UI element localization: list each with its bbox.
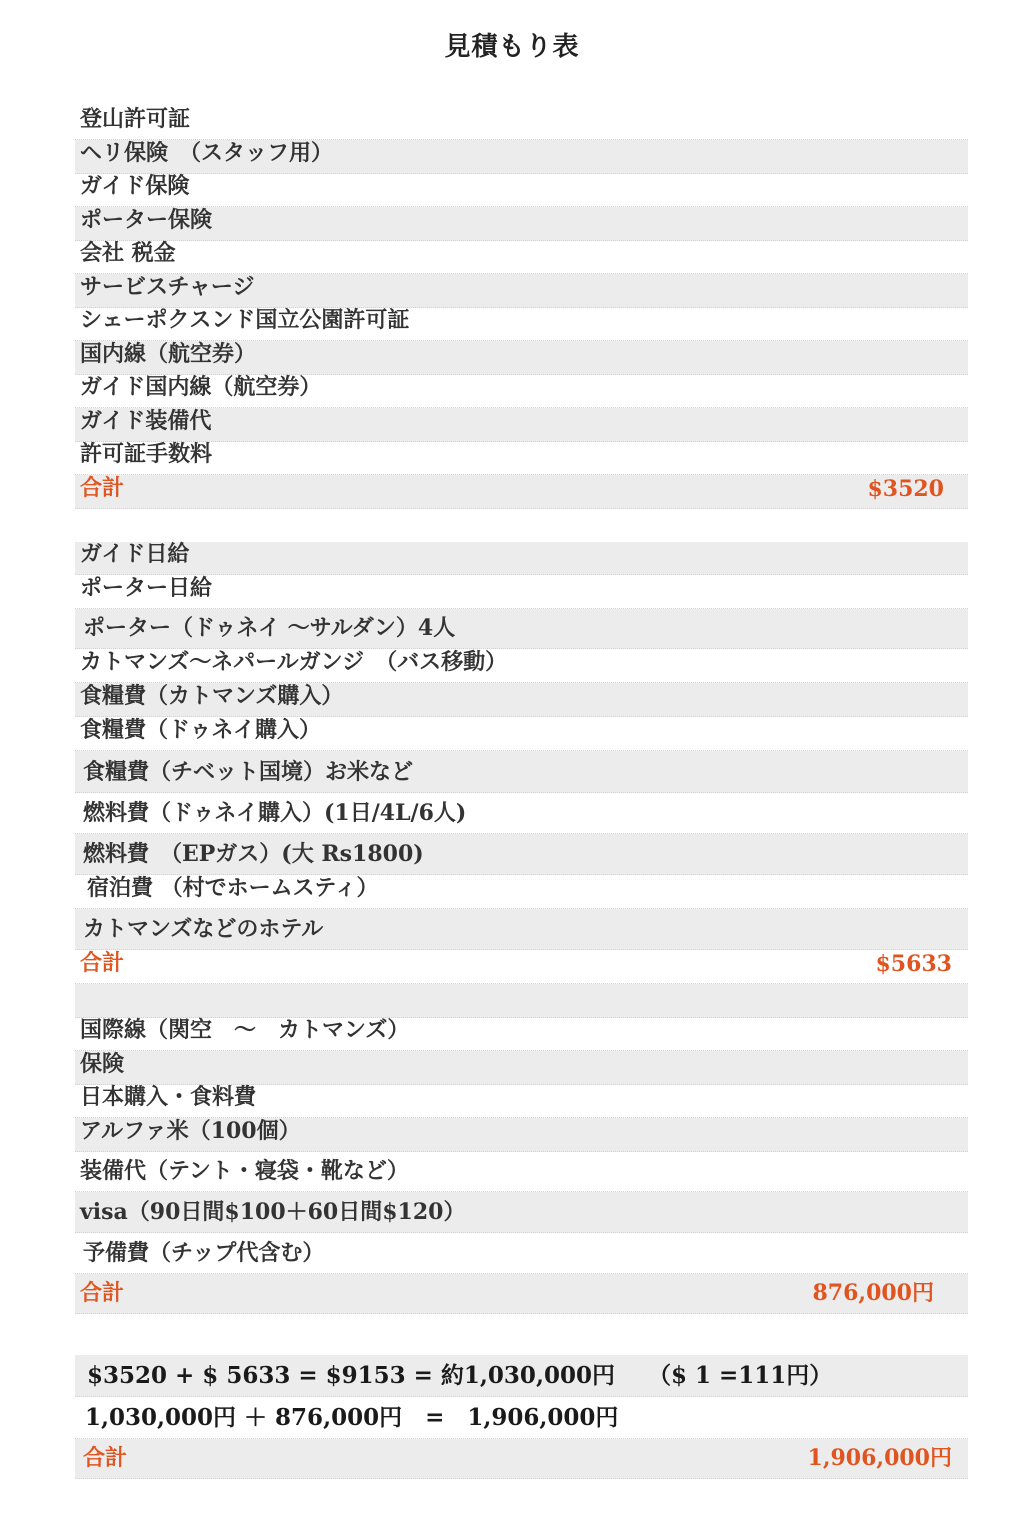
exchange-rate: （$ 1 =111円） <box>648 1362 833 1389</box>
table-row <box>75 609 968 649</box>
item-label: ヘリ保険 （スタッフ用） <box>80 140 334 166</box>
item-label: 食糧費（カトマンズ購入） <box>80 683 344 709</box>
grand-total-amount: 1,906,000円 <box>807 1445 952 1471</box>
item-label: 燃料費 （EPガス）(大 Rs1800) <box>83 841 424 867</box>
item-label: 国内線（航空券） <box>80 341 257 367</box>
item-label: ポーター日給 <box>80 575 213 601</box>
table-row <box>75 442 968 475</box>
item-label: カトマンズ～ネパールガンジ （バス移動） <box>80 649 508 675</box>
summary-calculation: 1,030,000円 ＋ 876,000円 = 1,906,000円 <box>85 1404 619 1431</box>
table-row <box>75 683 968 717</box>
table-row <box>75 1118 968 1152</box>
table-row <box>75 1233 968 1274</box>
item-label: 食糧費（チベット国境）お米など <box>83 759 414 785</box>
table-row <box>75 575 968 609</box>
summary-row <box>75 1355 968 1397</box>
item-label: 国際線（関空 ～ カトマンズ） <box>80 1017 410 1043</box>
table-row <box>75 1192 968 1233</box>
estimate-summary <box>75 1355 968 1479</box>
total-label: 合計 <box>80 475 125 501</box>
table-row <box>75 793 968 834</box>
item-label: シェーポクスンド国立公園許可証 <box>80 307 410 333</box>
item-label: 許可証手数料 <box>80 441 213 467</box>
item-label: カトマンズなどのホテル <box>83 916 324 942</box>
item-label: ガイド保険 <box>80 173 190 199</box>
table-row <box>75 751 968 793</box>
item-label: サービスチャージ <box>80 274 255 300</box>
item-label: ガイド日給 <box>80 541 190 567</box>
item-label: ガイド国内線（航空券） <box>80 374 322 400</box>
total-label: 合計 <box>83 1445 128 1471</box>
total-amount: $5633 <box>875 951 952 977</box>
summary-calculation: $3520 + $ 5633 = $9153 = 約1,030,000円 <box>87 1362 615 1389</box>
table-row <box>75 717 968 751</box>
grand-total-row <box>75 1439 968 1479</box>
item-label: 会社 税金 <box>80 240 176 266</box>
table-row <box>75 649 968 683</box>
item-label: 登山許可証 <box>80 106 191 132</box>
estimate-section-permits <box>75 108 968 509</box>
item-label: ポーター保険 <box>80 207 213 233</box>
total-row <box>75 475 968 509</box>
item-label: ポーター（ドゥネイ ～サルダン）4人 <box>83 615 456 641</box>
table-row <box>75 140 968 174</box>
page-title: 見積もり表 <box>444 32 580 62</box>
item-label: ガイド装備代 <box>80 408 212 434</box>
item-label: 予備費（チップ代含む） <box>83 1240 325 1266</box>
total-amount: 876,000円 <box>812 1280 934 1306</box>
table-row <box>75 1152 968 1192</box>
item-label: 保険 <box>80 1051 125 1077</box>
total-amount: $3520 <box>867 476 944 502</box>
item-label: visa（90日間$100＋60日間$120） <box>80 1199 466 1225</box>
total-row <box>75 1274 968 1314</box>
summary-row <box>75 1397 968 1439</box>
total-row <box>75 950 968 984</box>
estimate-section-local-costs <box>75 542 968 1018</box>
estimate-section-japan-costs <box>75 1018 968 1314</box>
total-label: 合計 <box>80 1280 125 1306</box>
item-label: 日本購入・食料費 <box>80 1084 257 1110</box>
item-label: 装備代（テント・寝袋・靴など） <box>80 1158 409 1184</box>
item-label: 食糧費（ドゥネイ購入） <box>80 717 322 743</box>
table-row <box>75 1018 968 1051</box>
item-label: 燃料費（ドゥネイ購入）(1日/4L/6人) <box>83 800 467 826</box>
table-row <box>75 834 968 875</box>
total-label: 合計 <box>80 950 125 976</box>
item-label: 宿泊費 （村でホームスティ） <box>87 875 379 901</box>
item-label: アルファ米（100個） <box>80 1118 301 1144</box>
table-row <box>75 875 968 909</box>
table-row <box>75 909 968 950</box>
table-row <box>75 207 968 241</box>
